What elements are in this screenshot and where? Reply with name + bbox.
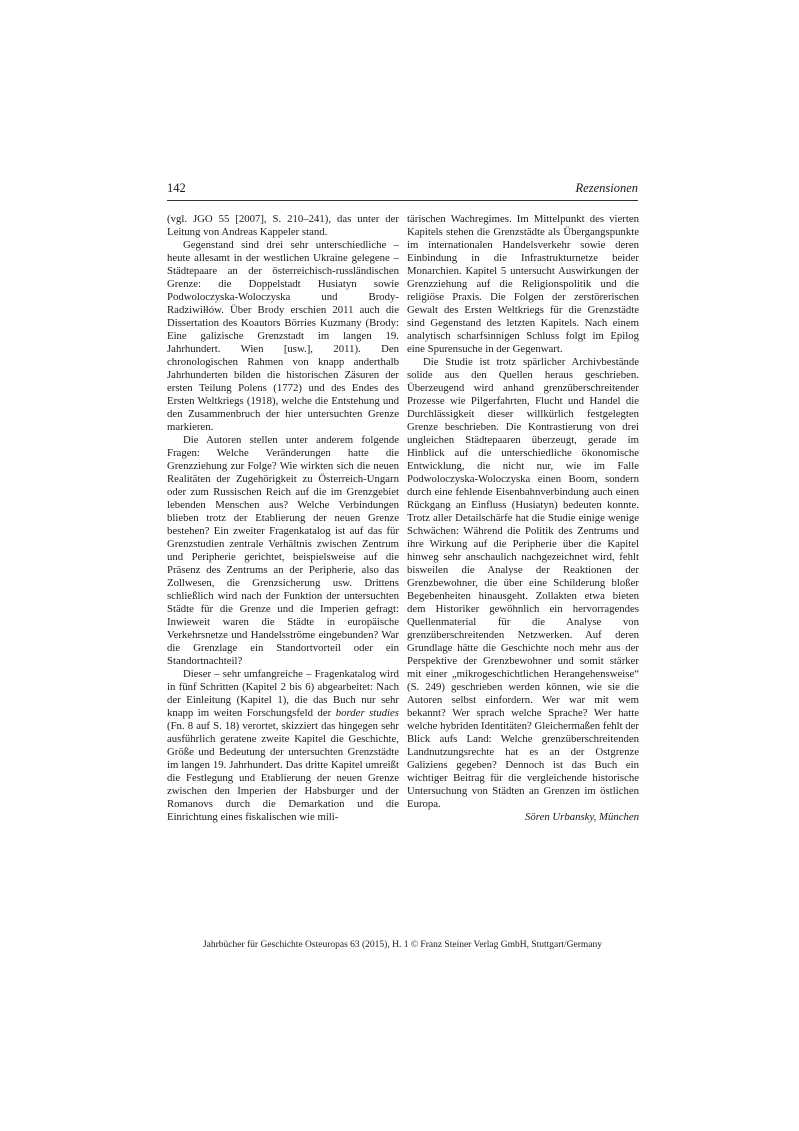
page-number: 142: [167, 181, 186, 195]
italic-term: border studies: [335, 707, 399, 719]
running-head: Rezensionen: [575, 181, 638, 195]
paragraph: Die Studie ist trotz spärlicher Archivbestände solide aus den Quellen heraus geschrieben. Überzeugend wird anhand grenzüberschreitender Prozesse wie Pilgerfahrten, Flucht und Handel die Durchlässigkeit dieser willkürlich festgelegten Grenze beschrieben. Die Kontrastierung von drei ungleichen Städtepaaren überzeugt, gerade im Hinblick auf die unterschiedliche ökonomische Entwicklung, die nicht nur, wie im Falle Podwoloczyska-Woloczyska einen Boom, sondern durch eine fehlende Eisenbahnverbindung auch einen Rückgang an Einfluss (Husiatyn) bedeuten konnte. Trotz aller Detailschärfe hat die Studie einige wenige Schwächen: Während die Politik des Zentrums und ihre Wirkung auf die Peripherie über die Kapitel hinweg sehr anschaulich nachgezeichnet wird, fehlt bisweilen die Analyse der Reaktionen der Grenzbewohner, die über eine Schilderung bloßer Begebenheiten hinausgeht. Zollakten etwa bieten dem Historiker gewöhnlich ein hervorragendes Quellenmaterial für die Analyse von grenzüberschreitenden Netzwerken. Auf deren Grundlage hätte die Geschichte noch mehr aus der Perspektive der Grenzbewohner und somit stärker mit einer „mikrogeschichtlichen Herangehensweise“ (S. 249) geschrieben werden können, wie sie die Autoren selbst einfordern. Wer war mit wem bekannt? Wer sprach welche Sprache? Wer hatte welche hybriden Identitäten? Gleichermaßen fehlt der Blick aufs Land: Welche grenzüberschreitenden Landnutzungsrechte hat es an der Ostgrenze Galiziens gegeben? Dennoch ist das Buch ein wichtiger Beitrag für die vergleichende historische Untersuchung von Städten an Grenzen im östlichen Europa.: [407, 356, 639, 810]
right-column: [407, 213, 639, 824]
left-column: [167, 213, 399, 824]
paragraph: Die Autoren stellen unter anderem folgende Fragen: Welche Veränderungen hatte die Grenzziehung zur Folge? Wie wirkten sich die neuen Realitäten der Zugehörigkeit zu Österreich-Ungarn oder zum Russischen Reich auf die im Grenzgebiet lebenden Menschen aus? Welche Verbindungen blieben trotz der Etablierung der neuen Grenze bestehen? Ein zweiter Fragenkatalog ist auf das für Grenzstudien zentrale Verhältnis zwischen Zentrum und Peripherie gerichtet, beispielsweise auf die Präsenz des Zentrums an der Peripherie, also das Zollwesen, die Grenzsicherung usw. Drittens schließlich wird nach der Funktion der untersuchten Städte für die Grenze und die Imperien gefragt: Inwieweit waren die Städte in europäische Verkehrsnetze und Handelsströme eingebunden? War die Grenzlage ein Standortvorteil oder ein Standortnachteil?: [167, 434, 399, 667]
author-signature: Sören Urbansky, München: [525, 811, 639, 823]
page-footer: Jahrbücher für Geschichte Osteuropas 63 (2015), H. 1 © Franz Steiner Verlag GmbH, Stuttgart/Germany: [202, 940, 603, 950]
paragraph: [167, 668, 399, 824]
text-run: Dieser – sehr umfangreiche – Fragenkatalog wird in fünf Schritten (Kapitel 2 bis 6) abgearbeitet: Nach der Einleitung (Kapitel 1), die das Buch nur sehr knapp im weiten Forschungsfeld der: [167, 668, 399, 719]
page-header: [167, 180, 638, 201]
paragraph: tärischen Wachregimes. Im Mittelpunkt des vierten Kapitels stehen die Grenzstädte als Übergangspunkte im internationalen Handelsverkehr sowie deren Einbindung in die Infrastrukturnetze beider Monarchien. Kapitel 5 untersucht Auswirkungen der Grenzziehung auf die Religionspolitik und die religiöse Praxis. Die Folgen der zerstörerischen Gewalt des Ersten Weltkriegs für die Grenzstädte sind Gegenstand des letzten Kapitels. Nach einem analytisch scharfsinnigen Schluss folgt im Epilog eine Spurensuche in der Gegenwart.: [407, 213, 639, 355]
text-run: (Fn. 8 auf S. 18) verortet, skizziert das hingegen sehr ausführlich geratene zweite Kapitel die Geschichte, Größe und Bedeutung der untersuchten Grenzstädte im langen 19. Jahrhundert. Das dritte Kapitel umreißt die Festlegung und Etablierung der neuen Grenze zwischen den Imperien der Habsburger und der Romanovs durch die Demarkation und die Einrichtung eines fiskalischen wie mili-: [167, 720, 399, 823]
paragraph: Gegenstand sind drei sehr unterschiedliche – heute allesamt in der westlichen Ukraine gelegene – Städtepaare an der österreichisch-russländischen Grenze: die Doppelstadt Husiatyn sowie Podwoloczyska-Woloczyska und Brody-Radziwiłłów. Über Brody erschien 2011 auch die Dissertation des Koautors Börries Kuzmany (Brody: Eine galizische Grenzstadt im langen 19. Jahrhundert. Wien [usw.], 2011). Den chronologischen Rahmen von knapp anderthalb Jahrhunderten bilden die historischen Zäsuren der ersten Teilung Polens (1772) und des Endes des Ersten Weltkriegs (1918), welche die Entstehung und den Zusammenbruch der hier untersuchten Grenze markieren.: [167, 239, 399, 433]
paragraph: (vgl. JGO 55 [2007], S. 210–241), das unter der Leitung von Andreas Kappeler stand.: [167, 213, 399, 238]
